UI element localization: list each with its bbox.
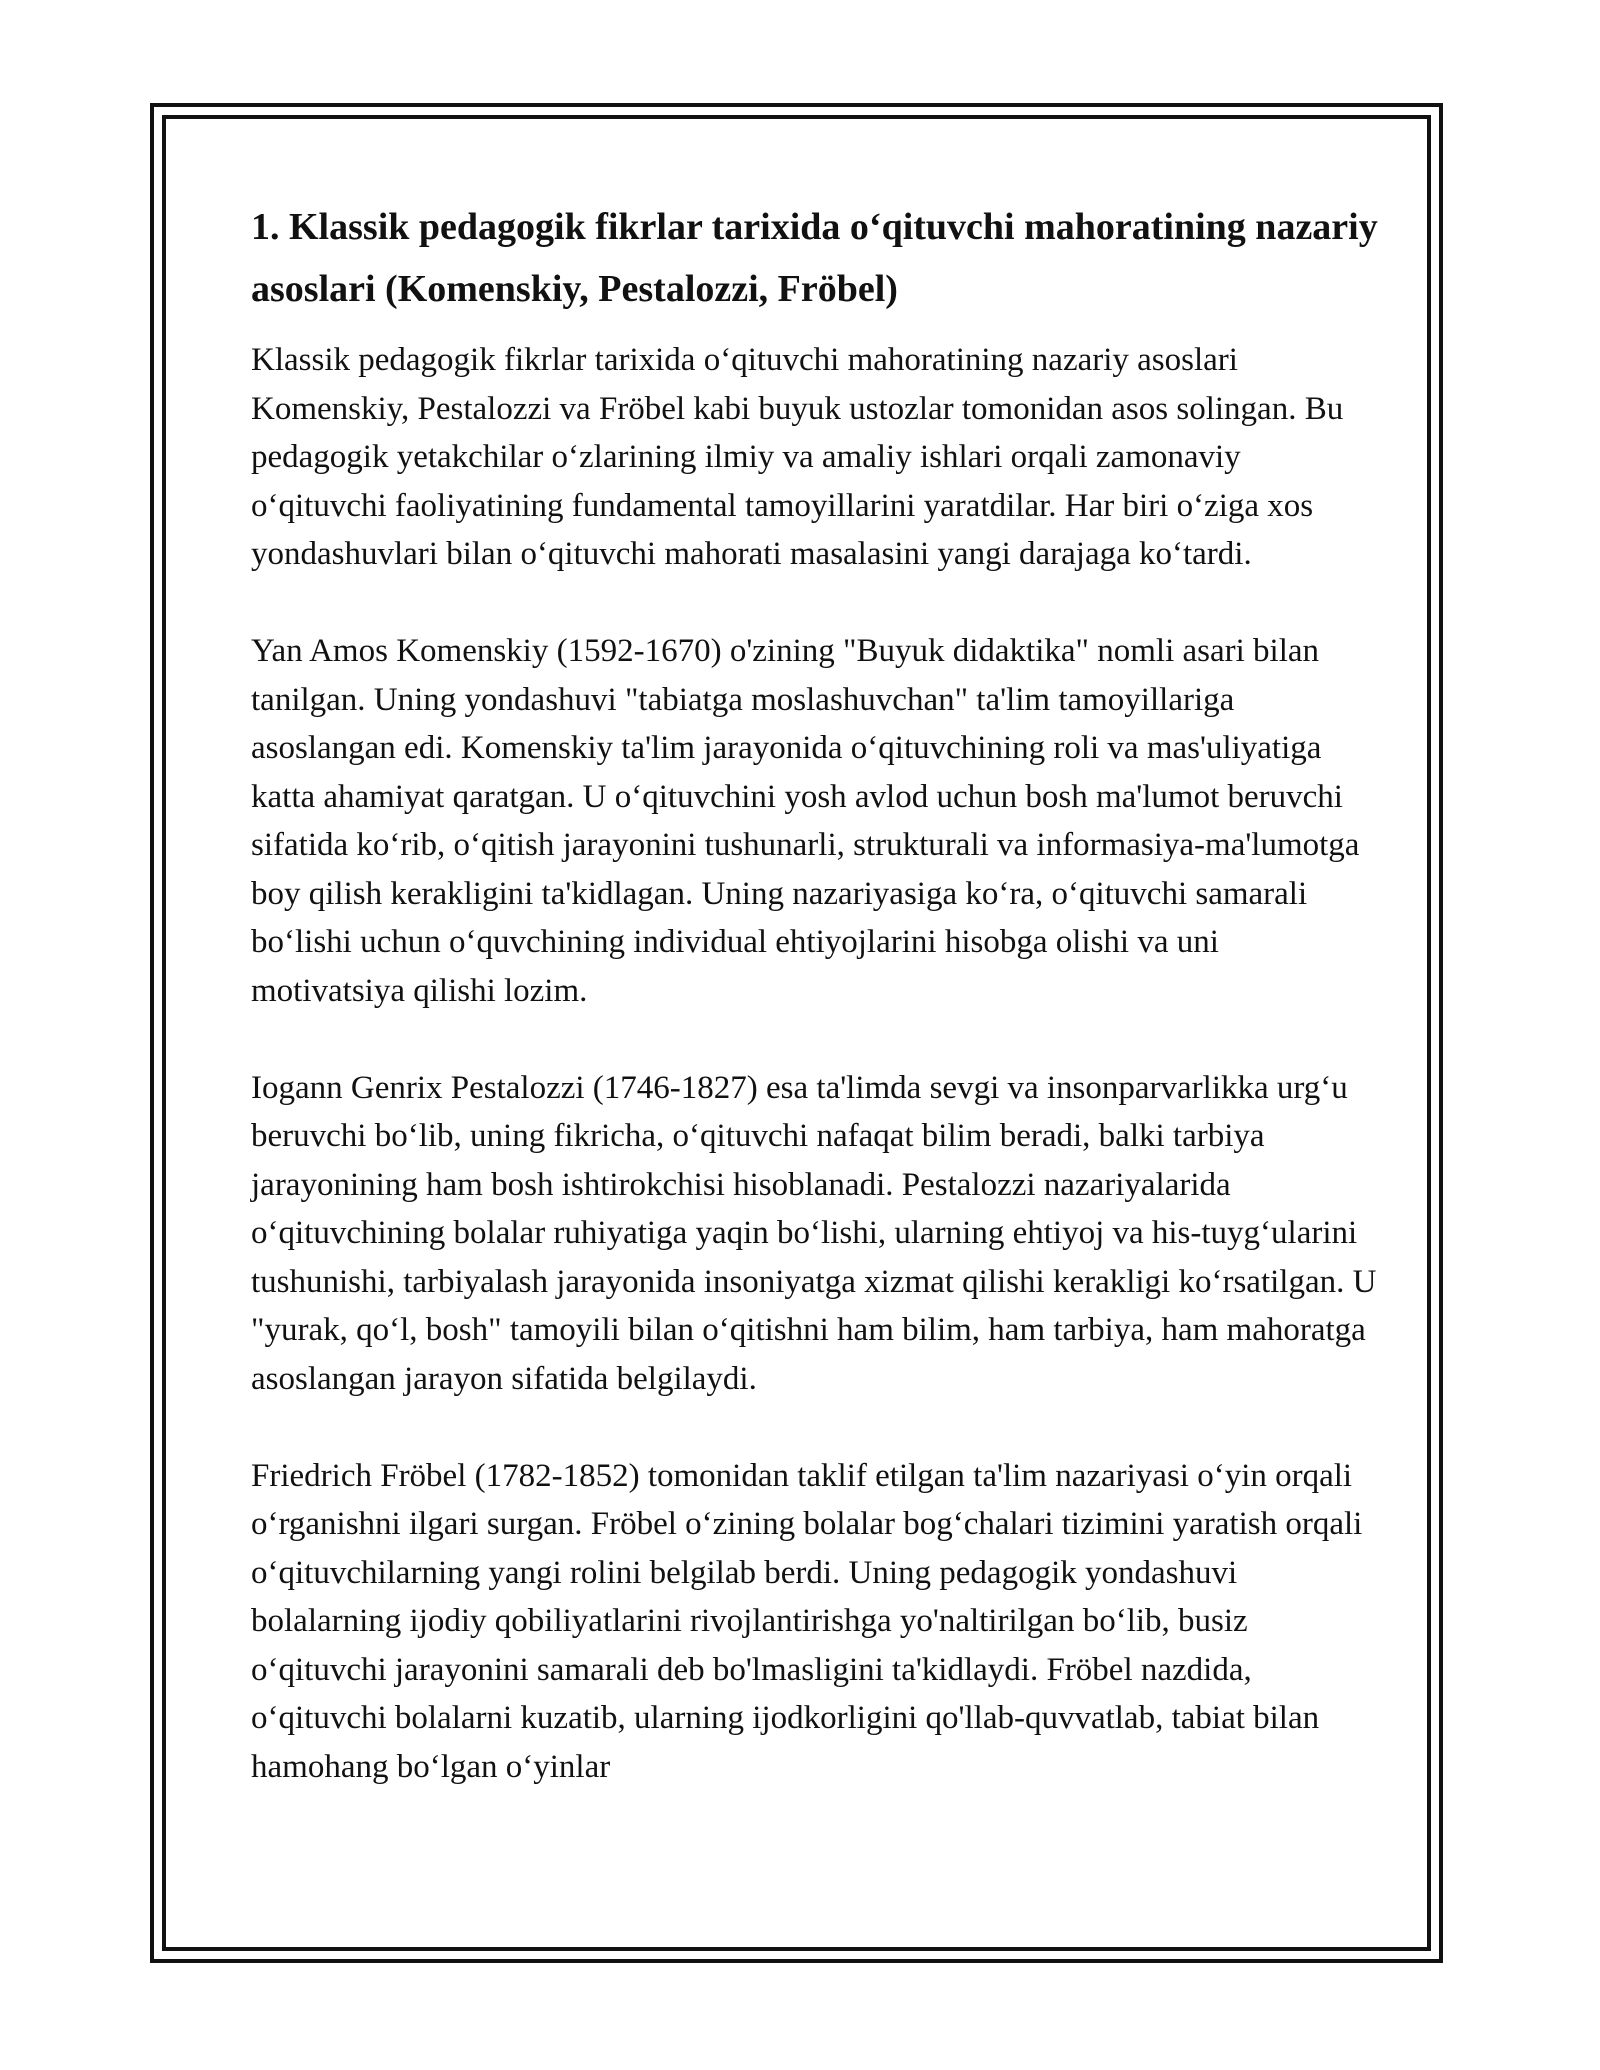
- paragraph-pestalozzi: Iogann Genrix Pestalozzi (1746-1827) esa ta'limda sevgi va insonparvarlikka urg‘u beruvchi bo‘lib, uning fikricha, o‘qituvchi nafaqat bilim beradi, balki tarbiya jarayonining ham bosh ishtirokchisi hisoblanadi. Pestalozzi nazariyalarida o‘qituvchining bolalar ruhiyatiga yaqin bo‘lishi, ularning ehtiyoj va his-tuyg‘ularini tushunishi, tarbiyalash jarayonida insoniyatga xizmat qilishi kerakligi ko‘rsatilgan. U "yurak, qo‘l, bosh" tamoyili bilan o‘qitishni ham bilim, ham tarbiya, ham mahoratga asoslangan jarayon sifatida belgilaydi.: [251, 1069, 1377, 1397]
- page-border-inner: [162, 115, 1431, 1951]
- page-border-outer: [150, 103, 1443, 1963]
- section-heading: 1. Klassik pedagogik fikrlar tarixida o‘qituvchi mahoratining nazariy asoslari (Komenskiy, Pestalozzi, Fröbel): [251, 206, 1378, 310]
- paragraph-intro: Klassik pedagogik fikrlar tarixida o‘qituvchi mahoratining nazariy asoslari Komenskiy, Pestalozzi va Fröbel kabi buyuk ustozlar tomonidan asos solingan. Bu pedagogik yetakchilar o‘zlarining ilmiy va amaliy ishlari orqali zamonaviy o‘qituvchi faoliyatining fundamental tamoyillarini yaratdilar. Har biri o‘ziga xos yondashuvlari bilan o‘qituvchi mahorati masalasini yangi darajaga ko‘tardi.: [251, 342, 1344, 572]
- paragraph-frobel: Friedrich Fröbel (1782-1852) tomonidan taklif etilgan ta'lim nazariyasi o‘yin orqali o‘rganishni ilgari surgan. Fröbel o‘zining bolalar bog‘chalari tizimini yaratish orqali o‘qituvchilarning yangi rolini belgilab berdi. Uning pedagogik yondashuvi bolalarning ijodiy qobiliyatlarini rivojlantirishga yo'naltirilgan bo‘lib, busiz o‘qituvchi jarayonini samarali deb bo'lmasligini ta'kidlaydi. Fröbel nazdida, o‘qituvchi bolalarni kuzatib, ularning ijodkorligini qo'llab-quvvatlab, tabiat bilan hamohang bo‘lgan o‘yinlar: [251, 1457, 1363, 1785]
- paragraph-komenskiy: Yan Amos Komenskiy (1592-1670) o'zining "Buyuk didaktika" nomli asari bilan tanilgan. Uning yondashuvi "tabiatga moslashuvchan" ta'lim tamoyillariga asoslangan edi. Komenskiy ta'lim jarayonida o‘qituvchining roli va mas'uliyatiga katta ahamiyat qaratgan. U o‘qituvchini yosh avlod uchun bosh ma'lumot beruvchi sifatida ko‘rib, o‘qitish jarayonini tushunarli, strukturali va informasiya-ma'lumotga boy qilish kerakligini ta'kidlagan. Uning nazariyasiga ko‘ra, o‘qituvchi samarali bo‘lishi uchun o‘quvchining individual ehtiyojlarini hisobga olishi va uni motivatsiya qilishi lozim.: [251, 633, 1360, 1009]
- document-body: [251, 196, 1381, 1840]
